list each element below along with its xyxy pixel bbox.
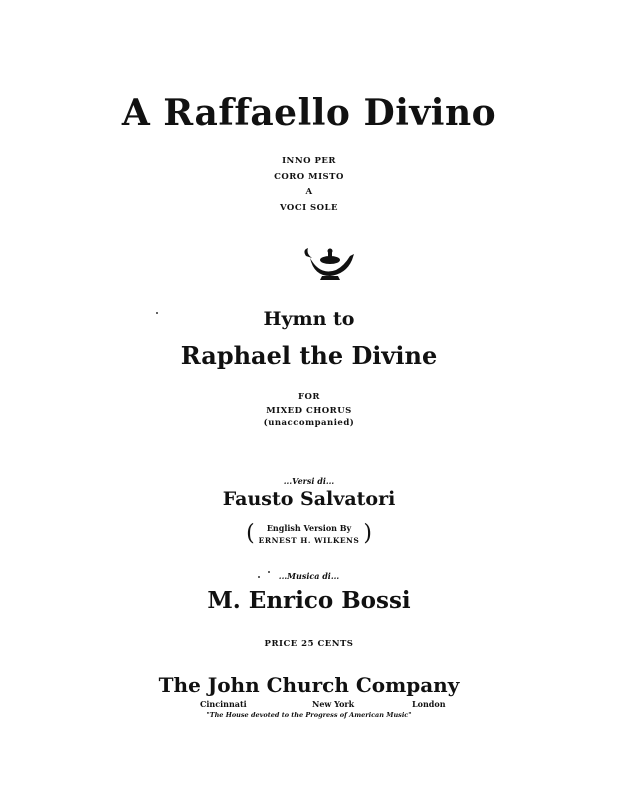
unaccompanied-label: (unaccompanied): [263, 418, 355, 428]
english-version-label: English Version By: [266, 523, 352, 533]
city-london: London: [412, 699, 446, 709]
speck-mark: [268, 571, 270, 573]
right-paren-glyph: ): [363, 521, 372, 546]
subtitle-line-1: INNO PER: [282, 156, 336, 166]
publisher-name: The John Church Company: [158, 673, 460, 697]
publisher-tagline: "The House devoted to the Progress of American Music": [206, 711, 412, 719]
subtitle-line-4: VOCI SOLE: [279, 203, 339, 213]
price-label: PRICE 25 CENTS: [264, 639, 354, 649]
left-paren-glyph: (: [246, 521, 255, 546]
subtitle-line-2: CORO MISTO: [274, 172, 344, 182]
oil-lamp-icon: [300, 246, 356, 282]
english-version-text: [255, 521, 364, 546]
speck-mark: [156, 312, 158, 314]
english-title-line-2: Raphael the Divine: [180, 341, 438, 370]
city-new-york: New York: [312, 699, 355, 709]
versi-label: ...Versi di...: [283, 476, 335, 486]
subtitle-line-3: A: [305, 187, 313, 197]
city-cincinnati: Cincinnati: [200, 699, 247, 709]
main-title: A Raffaello Divino: [121, 92, 497, 134]
lyricist-name: Fausto Salvatori: [222, 488, 396, 510]
translator-name: ERNEST H. WILKENS: [258, 536, 360, 545]
speck-mark: [258, 576, 260, 578]
publisher-cities: [200, 699, 460, 711]
english-version-credit: [0, 521, 618, 546]
for-label: FOR: [297, 392, 320, 402]
musica-label: ...Musica di...: [278, 571, 340, 581]
composer-name: M. Enrico Bossi: [207, 587, 411, 614]
english-title-line-1: Hymn to: [263, 308, 355, 330]
mixed-chorus-label: MIXED CHORUS: [266, 406, 352, 416]
